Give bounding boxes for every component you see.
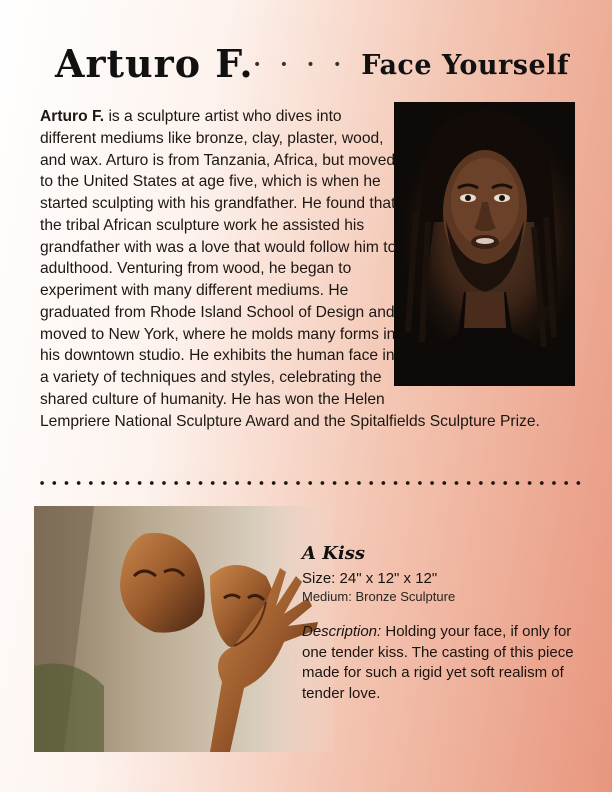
- artist-bio: [40, 106, 568, 432]
- artwork-description: [302, 622, 598, 704]
- description-text: Holding your face, if only for one tender kiss. The casting of this piece made for such a rigid yet soft realism of tender love.: [302, 623, 574, 702]
- artwork-medium: Medium: Bronze Sculpture: [302, 589, 456, 604]
- bio-lead-name: Arturo F.: [40, 108, 105, 125]
- artist-name: Arturo F.: [55, 41, 254, 86]
- page-header: [55, 40, 575, 88]
- description-label: Description:: [302, 623, 382, 640]
- exhibit-title: Face Yourself: [361, 50, 569, 81]
- header-dot-separator: • • • •: [253, 57, 349, 73]
- dotted-divider: [36, 478, 581, 488]
- artwork-size: Size: 24" x 12" x 12": [302, 570, 438, 587]
- artwork-photo: [34, 506, 334, 752]
- artwork-title: A Kiss: [302, 543, 365, 564]
- artwork-details: [302, 543, 602, 704]
- bio-text: is a sculpture artist who dives into different mediums like bronze, clay, plaster, wood, and wax. Arturo is from Tanzania, Africa, but moved to the United States at age five, which is when he started sculpting with his grandfather. He found that the tribal African sculpture work he assisted his grandfather with was a love that would follow him to adulthood. Venturing from wood, he began to experiment with many different mediums. He graduated from Rhode Island School of Design and moved to New York, where he molds many forms in his downtown studio. He exhibits the human face in a variety of techniques and styles, celebrating the shared culture of humanity. He has won the Helen Lempriere National Sculpture Award and the Spitalfields Sculpture Prize.: [40, 108, 540, 430]
